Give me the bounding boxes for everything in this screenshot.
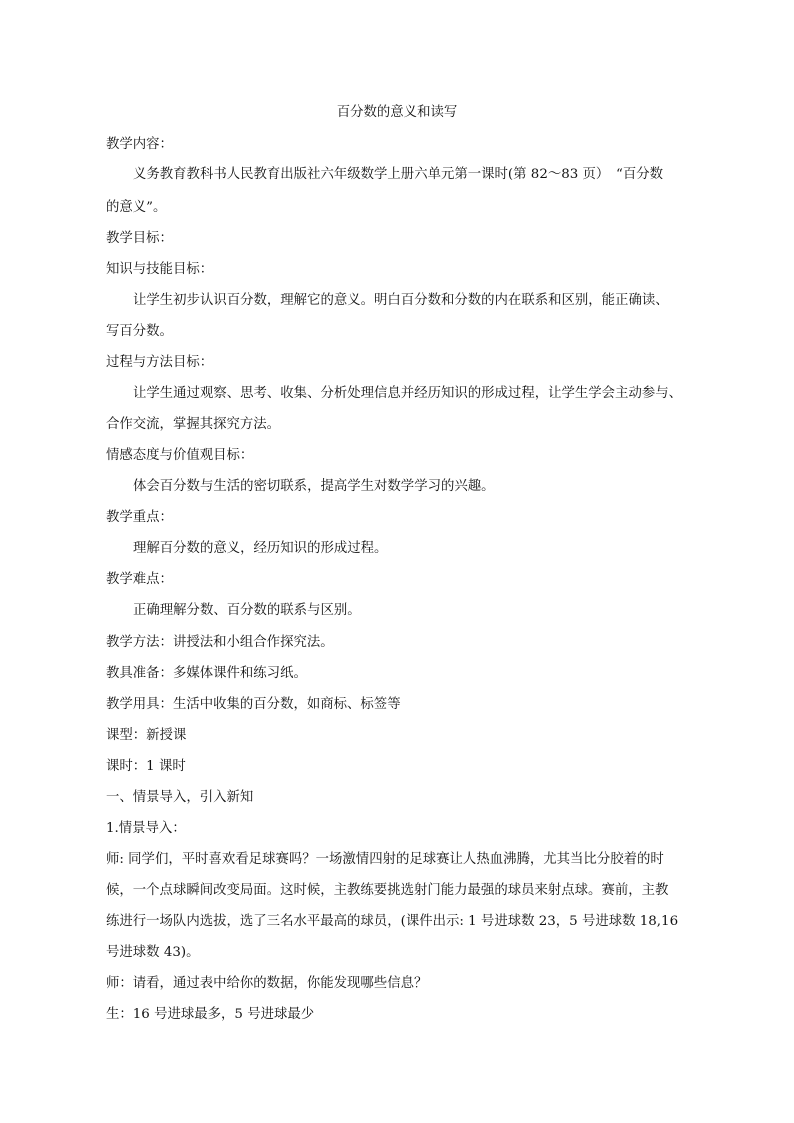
teacher-dialogue-line-1: 师: 同学们，平时喜欢看足球赛吗？一场激情四射的足球赛让人热血沸腾，尤其当比分胶着的时 (106, 852, 664, 867)
teaching-methods: 教学方法：讲授法和小组合作探究法。 (106, 635, 334, 650)
key-points-paragraph: 理解百分数的意义，经历知识的形成过程。 (133, 541, 388, 556)
teaching-aids: 教具准备：多媒体课件和练习纸。 (106, 666, 307, 681)
heading-teaching-goals: 教学目标： (106, 231, 173, 246)
content-paragraph: 义务教育教科书人民教育出版社六年级数学上册六单元第一课时(第 82～83 页） “百分数 (133, 167, 664, 182)
heading-attitude-goals: 情感态度与价值观目标： (106, 448, 254, 463)
process-paragraph-cont: 合作交流，掌握其探究方法。 (106, 417, 281, 432)
attitude-paragraph: 体会百分数与生活的密切联系，提高学生对数学学习的兴趣。 (133, 479, 495, 494)
heading-process-goals: 过程与方法目标： (106, 355, 214, 370)
content-paragraph-cont: 的意义”。 (106, 200, 167, 215)
student-answer: 生：16 号进球最多，5 号进球最少 (106, 1007, 315, 1022)
knowledge-paragraph: 让学生初步认识百分数，理解它的意义。明白百分数和分数的内在联系和区别，能正确读、 (133, 293, 669, 308)
difficulties-paragraph: 正确理解分数、百分数的联系与区别。 (133, 603, 361, 618)
heading-knowledge-goals: 知识与技能目标： (106, 262, 214, 277)
teacher-dialogue-line-4: 号进球数 43)。 (106, 945, 200, 960)
heading-difficulties: 教学难点： (106, 572, 173, 587)
section-heading-intro: 一、情景导入，引入新知 (106, 790, 254, 805)
teacher-question: 师：请看，通过表中给你的数据，你能发现哪些信息？ (106, 976, 428, 991)
heading-key-points: 教学重点： (106, 510, 173, 525)
knowledge-paragraph-cont: 写百分数。 (106, 324, 173, 339)
lesson-type: 课型：新授课 (106, 728, 187, 743)
teacher-dialogue-line-2: 候，一个点球瞬间改变局面。这时候，主教练要挑选射门能力最强的球员来射点球。赛前，主教 (106, 883, 669, 898)
teacher-dialogue-line-3: 练进行一场队内选拔，选了三名水平最高的球员，(课件出示: 1 号进球数 23，5 号进球数 18,16 (106, 914, 679, 929)
process-paragraph: 让学生通过观察、思考、收集、分析处理信息并经历知识的形成过程，让学生学会主动参与、 (133, 386, 683, 401)
lesson-duration: 课时：1 课时 (106, 759, 186, 774)
subsection-heading-scenario: 1.情景导入： (106, 821, 186, 836)
heading-teaching-content: 教学内容： (106, 137, 173, 152)
learning-materials: 教学用具：生活中收集的百分数，如商标、标签等 (106, 697, 401, 712)
page-title: 百分数的意义和读写 (336, 105, 458, 120)
